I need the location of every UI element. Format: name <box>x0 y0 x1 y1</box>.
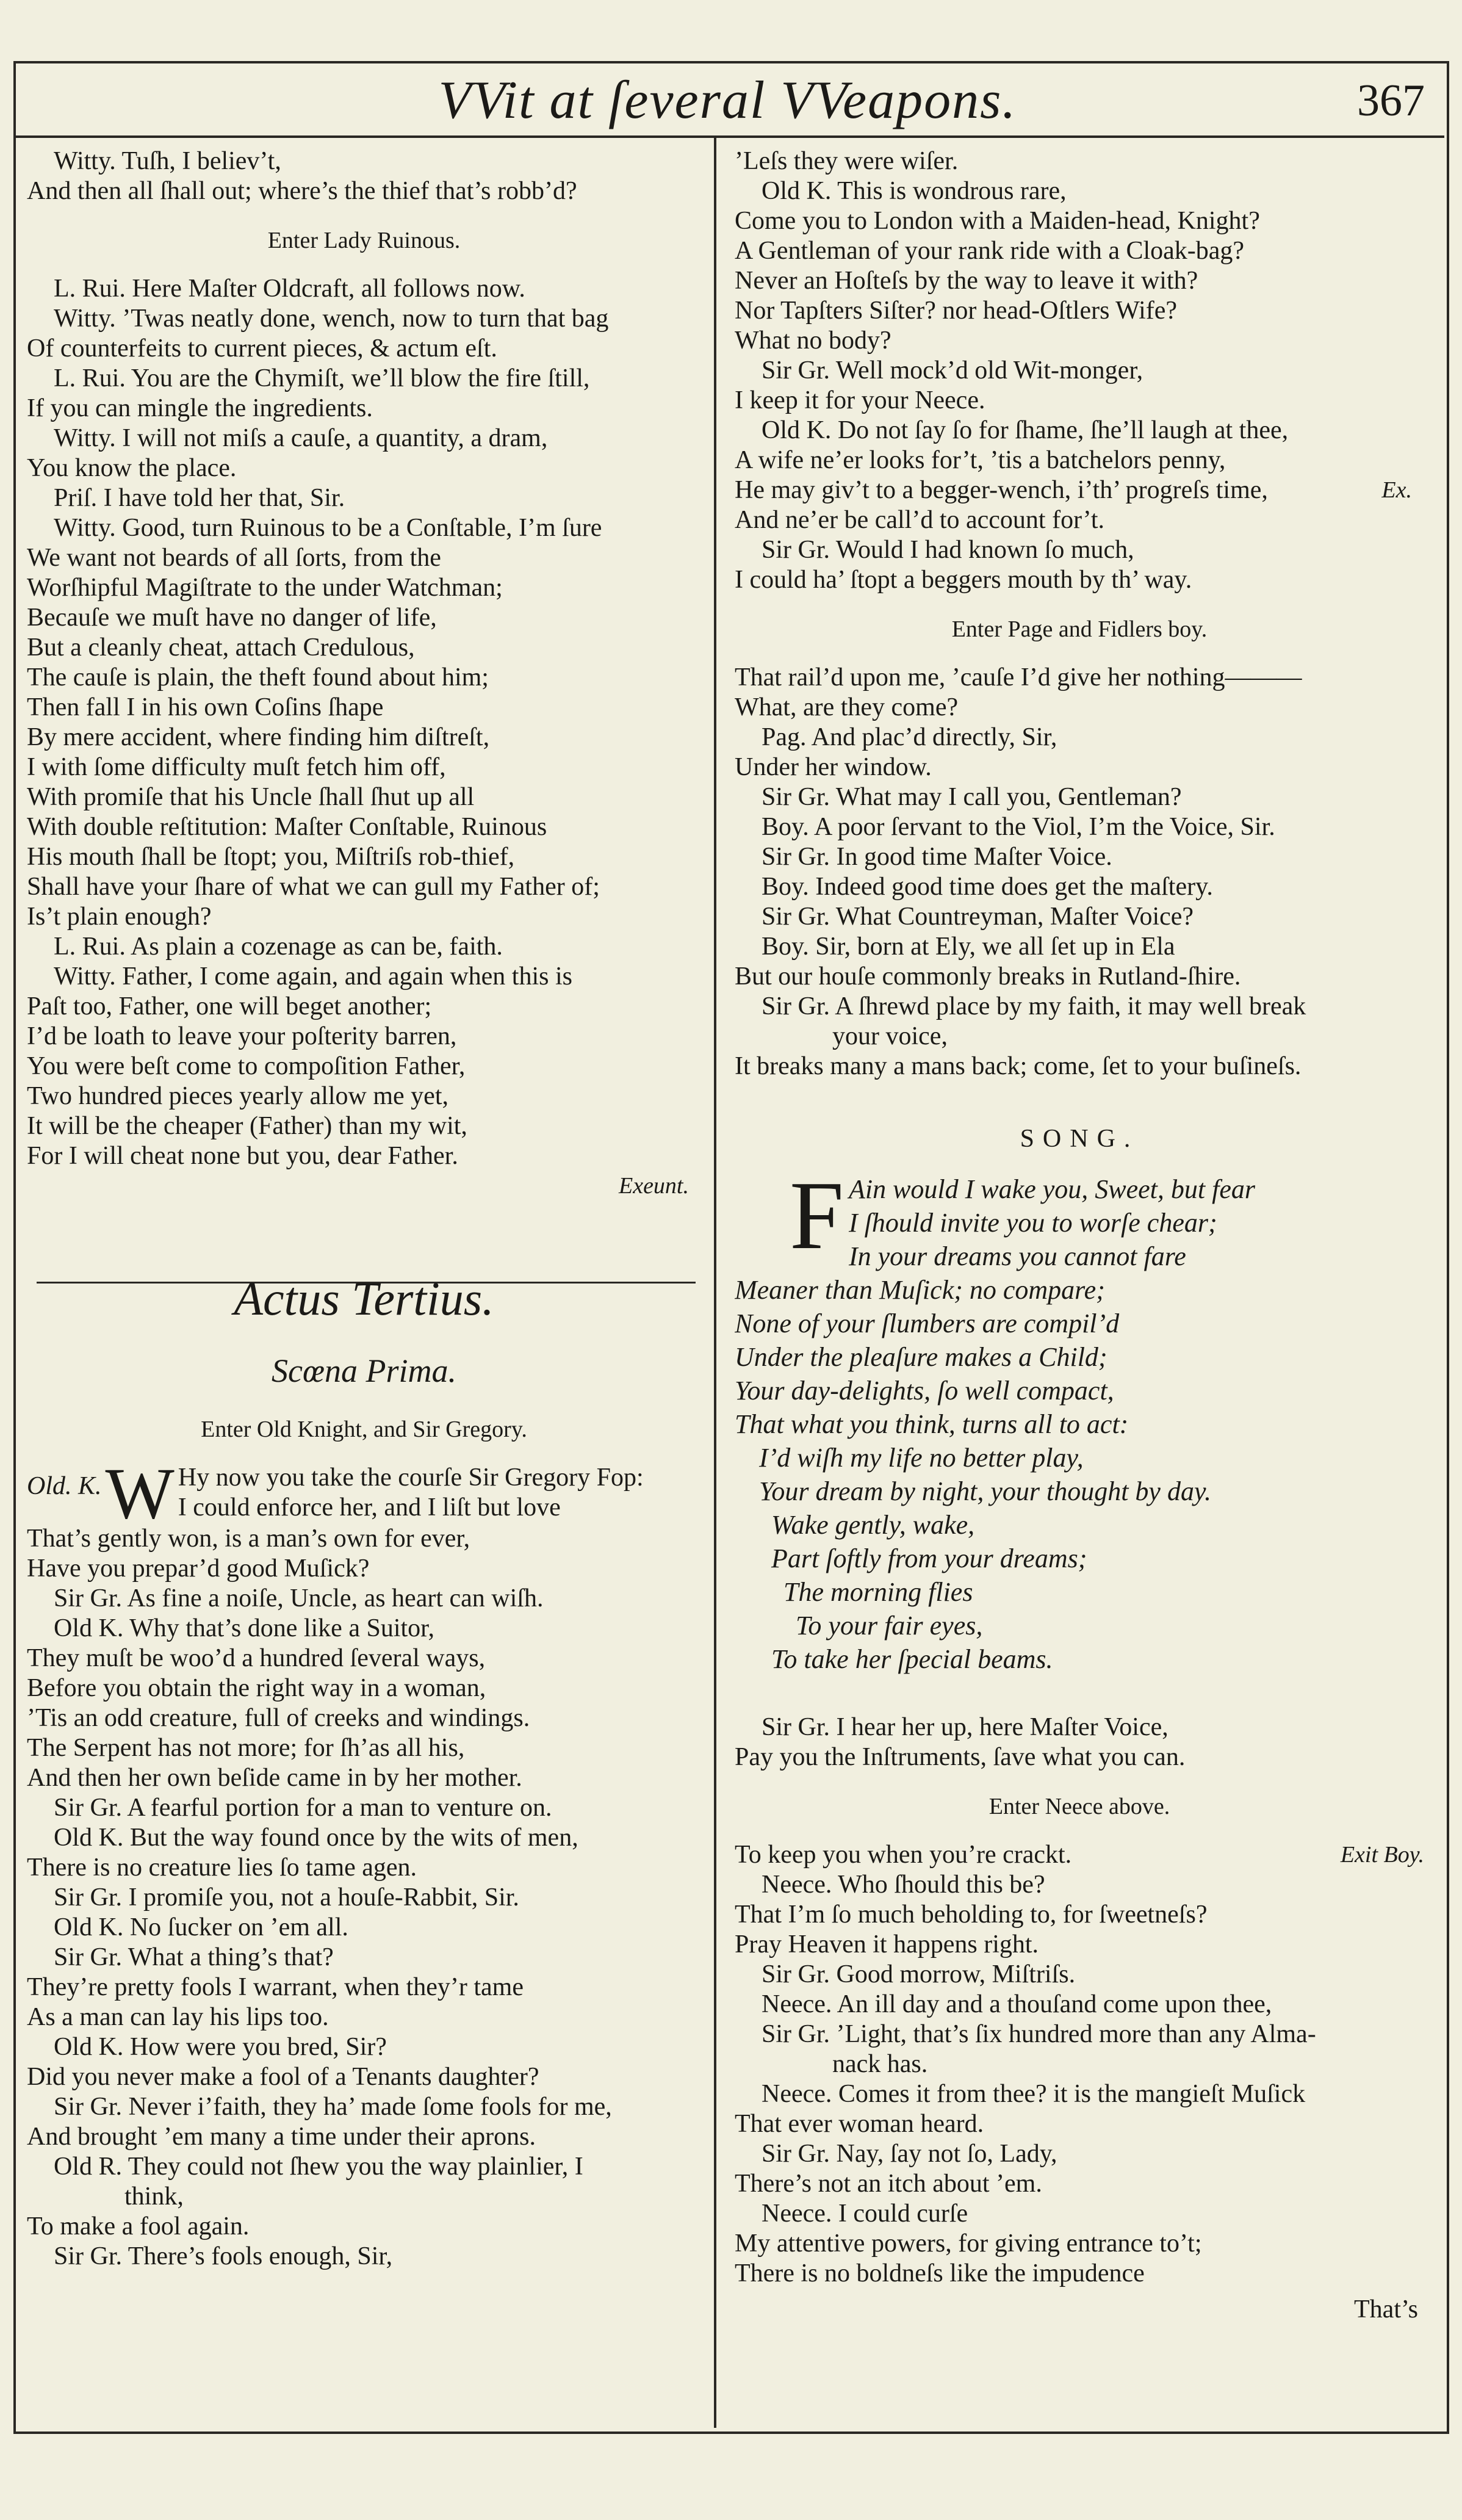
text-line: It breaks many a mans back; come, ſet to your buſineſs. <box>735 1052 1302 1080</box>
text-line: The cauſe is plain, the theft found about him; <box>27 663 489 691</box>
text-line: Witty. Tuſh, I believ’t, <box>54 147 281 175</box>
exit-boy-tag: Exit Boy. <box>1340 1842 1424 1868</box>
text-line: your voice, <box>832 1022 948 1050</box>
catchword: That’s <box>1354 2295 1418 2323</box>
exit-line <box>735 1840 1424 1870</box>
stage-direction-enter-lady-ruinous: Enter Lady Ruinous. <box>267 228 461 253</box>
text-line: Come you to London with a Maiden-head, Knight? <box>735 207 1260 235</box>
text-line: Old R. They could not ſhew you the way plainlier, I <box>54 2153 583 2181</box>
left-block1 <box>27 146 701 206</box>
exeunt-direction: Exeunt. <box>618 1173 689 1199</box>
text-line: Old K. Why that’s done like a Suitor, <box>54 1614 434 1642</box>
column-divider <box>714 138 716 2428</box>
text-line: He may giv’t to a begger-wench, i’th’ progreſs time, <box>735 476 1268 504</box>
text-line: Sir Gr. What Countreyman, Maſter Voice? <box>762 903 1194 931</box>
right-block4 <box>735 1870 1424 2289</box>
text-line: Pray Heaven it happens right. <box>735 1930 1039 1959</box>
song-line: To take her ſpecial beams. <box>771 1644 1053 1674</box>
text-line: That’s gently won, is a man’s own for ever, <box>27 1525 470 1553</box>
page-number: 367 <box>1357 76 1425 126</box>
text-line: Neece. Who ſhould this be? <box>762 1871 1045 1899</box>
page-header <box>18 67 1437 134</box>
text-line: By mere accident, where finding him diſtreſt, <box>27 723 490 751</box>
right-block3 <box>735 1713 1424 1772</box>
song-line: To your fair eyes, <box>796 1611 983 1641</box>
stage-direction-enter-page: Enter Page and Fidlers boy. <box>951 616 1208 642</box>
text-line: L. Rui. Here Maſter Oldcraft, all follows now. <box>54 275 525 303</box>
song-line: Under the pleaſure makes a Child; <box>735 1342 1107 1372</box>
text-line: Sir Gr. Good morrow, Miſtriſs. <box>762 1960 1076 1988</box>
drop-capital-f: F <box>790 1172 844 1269</box>
text-line: I with ſome difficulty muſt fetch him off, <box>27 753 446 781</box>
text-line: They’re pretty fools I warrant, when they’r tame <box>27 1973 524 2001</box>
song-line: That what you think, turns all to act: <box>735 1409 1129 1439</box>
text-line: Sir Gr. What may I call you, Gentleman? <box>762 783 1182 811</box>
text-line: And ne’er be call’d to account for’t. <box>735 506 1105 534</box>
text-line: And then all ſhall out; where’s the thief that’s robb’d? <box>27 177 577 205</box>
text-line: I keep it for your Neece. <box>735 386 985 414</box>
stage-direction-enter-old-knight: Enter Old Knight, and Sir Gregory. <box>201 1417 527 1442</box>
song-line: The morning flies <box>783 1577 973 1607</box>
text-line: For I will cheat none but you, dear Father. <box>27 1142 458 1170</box>
text-line: Witty. ’Twas neatly done, wench, now to turn that bag <box>54 305 609 333</box>
text-line: Paſt too, Father, one will beget another; <box>27 992 432 1020</box>
text-line: If you can mingle the ingredients. <box>27 394 373 422</box>
song-line: Meaner than Muſick; no compare; <box>735 1275 1105 1305</box>
text-line: His mouth ſhall be ſtopt; you, Miſtriſs rob-thief, <box>27 843 515 871</box>
text-line: They muſt be woo’d a hundred ſeveral ways, <box>27 1644 486 1672</box>
drop-capital-w: W <box>105 1463 175 1524</box>
text-line: Old K. But the way found once by the wits of men, <box>54 1824 578 1852</box>
text-line: Sir Gr. Well mock’d old Wit-monger, <box>762 356 1143 384</box>
text-line: Boy. Indeed good time does get the maſtery. <box>762 873 1213 901</box>
text-line: With double reſtitution: Maſter Conſtable, Ruinous <box>27 813 547 841</box>
text-line: There’s not an itch about ’em. <box>735 2170 1042 2198</box>
song-title: SONG. <box>1020 1125 1139 1153</box>
song-line: Your day-delights, ſo well compact, <box>735 1376 1114 1406</box>
text-line: And then her own beſide came in by her mother. <box>27 1764 522 1792</box>
text-line: With promiſe that his Uncle ſhall ſhut up all <box>27 783 475 811</box>
text-line: Boy. A poor ſervant to the Viol, I’m the Voice, Sir. <box>762 813 1275 841</box>
left-block3 <box>27 1524 701 2272</box>
text-line: Sir Gr. There’s fools enough, Sir, <box>54 2242 393 2270</box>
song-line: Ain would I wake you, Sweet, but fear <box>848 1174 1255 1204</box>
text-line: L. Rui. You are the Chymiſt, we’ll blow the fire ſtill, <box>54 364 590 392</box>
text-line: A Gentleman of your rank ride with a Cloak-bag? <box>735 237 1245 265</box>
song-line: Your dream by night, your thought by day. <box>759 1476 1212 1506</box>
text-line: And brought ’em many a time under their aprons. <box>27 2123 536 2151</box>
text-line: Is’t plain enough? <box>27 903 212 931</box>
text-line: As a man can lay his lips too. <box>27 2003 329 2031</box>
left-block2 <box>27 274 701 1171</box>
act-title: Actus Tertius. <box>234 1272 494 1325</box>
song-line: None of your ſlumbers are compil’d <box>735 1309 1120 1338</box>
text-line: Shall have your ſhare of what we can gull my Father of; <box>27 873 600 901</box>
text-line: Sir Gr. What a thing’s that? <box>54 1943 334 1971</box>
text-line: Sir Gr. Would I had known ſo much, <box>762 536 1134 564</box>
exit-line-text: To keep you when you’re crackt. <box>735 1841 1072 1869</box>
text-line: Pag. And plac’d directly, Sir, <box>762 723 1057 751</box>
text-line: Before you obtain the right way in a woman, <box>27 1674 486 1702</box>
text-line: Sir Gr. Never i’faith, they ha’ made ſome fools for me, <box>54 2093 612 2121</box>
text-line: Sir Gr. I hear her up, here Maſter Voice, <box>762 1713 1169 1741</box>
song-line: In your dreams you cannot fare <box>848 1241 1186 1271</box>
text-line: nack has. <box>832 2050 928 2078</box>
text-line: Sir Gr. A fearful portion for a man to venture on. <box>54 1794 552 1822</box>
text-line: You know the place. <box>27 454 237 482</box>
text-line: There is no creature lies ſo tame agen. <box>27 1854 417 1882</box>
text-line: That ever woman heard. <box>735 2110 984 2138</box>
text-line: Old K. Do not ſay ſo for ſhame, ſhe’ll laugh at thee, <box>762 416 1289 444</box>
text-line: ’Tis an odd creature, full of creeks and windings. <box>27 1704 530 1732</box>
text-line: It will be the cheaper (Father) than my wit, <box>27 1112 467 1140</box>
text-line: Witty. Father, I come again, and again when this is <box>54 962 573 991</box>
text-line: Of counterfeits to current pieces, & actum eſt. <box>27 334 497 363</box>
text-line: Old K. How were you bred, Sir? <box>54 2033 387 2061</box>
text-line: Old K. This is wondrous rare, <box>762 177 1067 205</box>
text-line: I could ha’ ſtopt a beggers mouth by th’ way. <box>735 566 1192 594</box>
text-line: Neece. I could curſe <box>762 2200 968 2228</box>
text-line: Sir Gr. A ſhrewd place by my faith, it may well break <box>762 992 1306 1020</box>
song <box>735 1172 1424 1676</box>
text-line: ’Leſs they were wiſer. <box>735 147 959 175</box>
opening-line-2: I could enforce her, and I liſt but love <box>178 1493 561 1522</box>
text-line: A wife ne’er looks for’t, ’tis a batchelors penny, <box>735 446 1226 474</box>
text-line: What, are they come? <box>735 693 959 721</box>
text-line: Old K. No ſucker on ’em all. <box>54 1913 348 1941</box>
text-line: But our houſe commonly breaks in Rutland-ſhire. <box>735 962 1241 991</box>
song-line: Wake gently, wake, <box>771 1510 975 1540</box>
text-line: Witty. Good, turn Ruinous to be a Conſtable, I’m ſure <box>54 514 602 542</box>
text-line: Never an Hoſteſs by the way to leave it with? <box>735 267 1198 295</box>
right-block2 <box>735 663 1424 1081</box>
text-line: Sir Gr. ’Light, that’s ſix hundred more than any Alma- <box>762 2020 1316 2048</box>
text-line: To make a fool again. <box>27 2212 250 2240</box>
stage-direction-enter-neece: Enter Neece above. <box>988 1794 1170 1819</box>
song-line: Part ſoftly from your dreams; <box>771 1543 1087 1573</box>
text-line: There is no boldneſs like the impudence <box>735 2259 1145 2287</box>
right-column <box>735 146 1424 2325</box>
text-line: Sir Gr. As fine a noiſe, Uncle, as heart can wiſh. <box>54 1584 544 1612</box>
text-line: Neece. An ill day and a thouſand come upon thee, <box>762 1990 1272 2018</box>
text-line: Pay you the Inſtruments, ſave what you can. <box>735 1743 1186 1771</box>
text-line: Nor Tapſters Siſter? nor head-Oſtlers Wife? <box>735 297 1178 325</box>
song-line: I’d wiſh my life no better play, <box>759 1443 1084 1473</box>
text-line: We want not beards of all ſorts, from the <box>27 544 441 572</box>
text-line: L. Rui. As plain a cozenage as can be, faith. <box>54 933 503 961</box>
text-line: Did you never make a fool of a Tenants daughter? <box>27 2063 539 2091</box>
text-line: That rail’d upon me, ’cauſe I’d give her nothing——— <box>735 663 1302 691</box>
text-line: Then fall I in his own Coſins ſhape <box>27 693 384 721</box>
text-line: Sir Gr. Nay, ſay not ſo, Lady, <box>762 2140 1057 2168</box>
scene-title: Scœna Prima. <box>272 1352 456 1389</box>
text-line: My attentive powers, for giving entrance to’t; <box>735 2229 1202 2258</box>
text-line: Priſ. I have told her that, Sir. <box>54 484 345 512</box>
right-block1 <box>735 146 1424 595</box>
text-line: Witty. I will not miſs a cauſe, a quantity, a dram, <box>54 424 548 452</box>
text-line: Under her window. <box>735 753 932 781</box>
text-line: What no body? <box>735 327 891 355</box>
speaker-old-knight: Old. K. <box>27 1472 102 1500</box>
text-line: That I’m ſo much beholding to, for ſweetneſs? <box>735 1901 1208 1929</box>
scene-opening <box>27 1463 701 1524</box>
text-line: But a cleanly cheat, attach Credulous, <box>27 634 415 662</box>
text-line: Boy. Sir, born at Ely, we all ſet up in Ela <box>762 933 1175 961</box>
text-line: think, <box>124 2182 184 2211</box>
text-line: Sir Gr. In good time Maſter Voice. <box>762 843 1112 871</box>
text-line: The Serpent has not more; for ſh’as all his, <box>27 1734 465 1762</box>
text-line: Have you prepar’d good Muſick? <box>27 1554 370 1583</box>
text-line: You were beſt come to compoſition Father, <box>27 1052 466 1080</box>
text-line: I’d be loath to leave your poſterity barren, <box>27 1022 457 1050</box>
exit-tag-ex: Ex. <box>1381 477 1412 503</box>
running-title: VVit at ſeveral VVeapons. <box>438 71 1017 130</box>
song-line: I ſhould invite you to worſe chear; <box>848 1208 1217 1238</box>
left-column <box>27 146 701 2272</box>
text-line: Neece. Comes it from thee? it is the mangieſt Muſick <box>762 2080 1306 2108</box>
header-rule <box>16 135 1444 138</box>
opening-line-1: Hy now you take the courſe Sir Gregory Fop: <box>178 1464 644 1492</box>
text-line: Sir Gr. I promiſe you, not a houſe-Rabbit, Sir. <box>54 1883 519 1912</box>
text-line: Two hundred pieces yearly allow me yet, <box>27 1082 448 1110</box>
text-line: Becauſe we muſt have no danger of life, <box>27 604 437 632</box>
text-line: Worſhipful Magiſtrate to the under Watchman; <box>27 574 503 602</box>
